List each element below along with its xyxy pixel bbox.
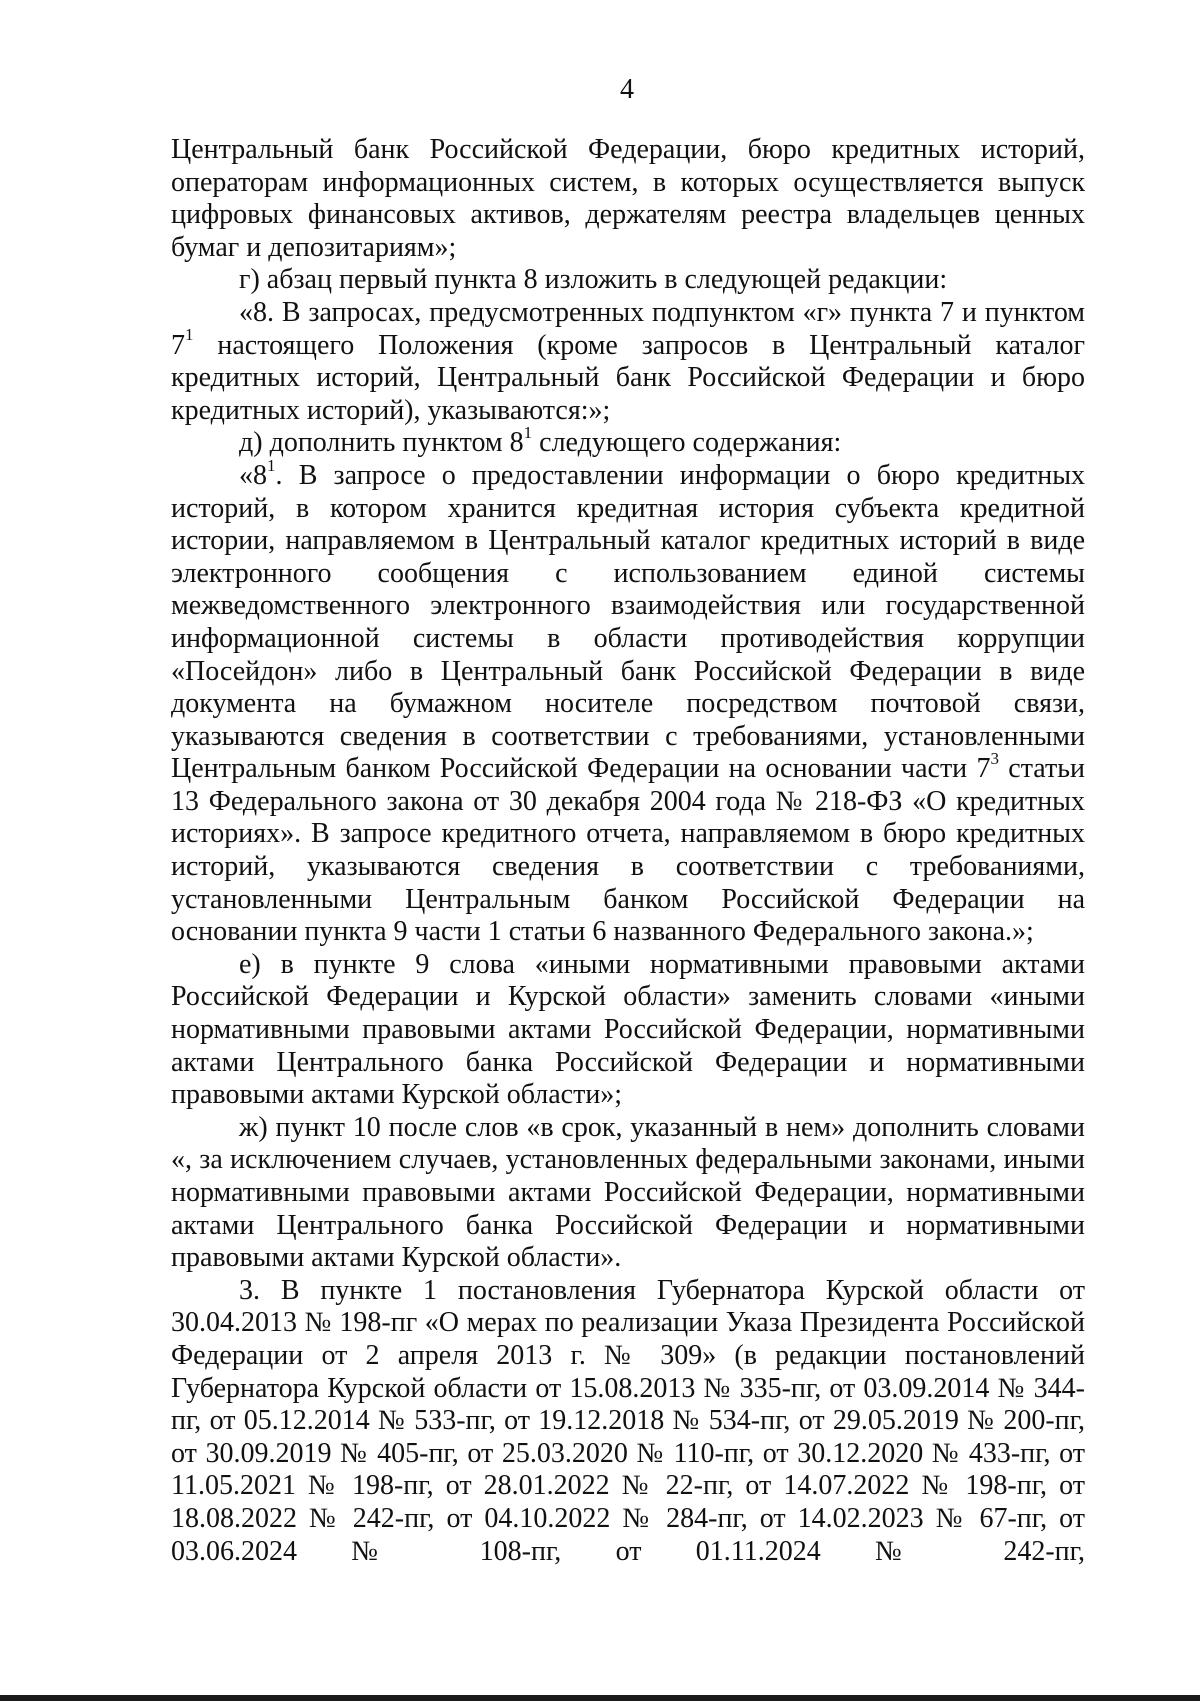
paragraph-point-8-text-1: «8. В запросах, предусмотренных подпунктом «г» пункта 7 и пунктом 7 — [171, 296, 1085, 361]
superscript: 3 — [990, 748, 999, 768]
paragraph-item-d-text-2: следующего содержания: — [532, 427, 842, 459]
paragraph-item-zh: ж) пункт 10 после слов «в срок, указанный в нем» дополнить словами «, за исключением случаев, установленных федеральными законами, иными нормативными правовыми актами Российской Федерации, нормативными актами Центрального банка Российской Федерации и нормативными правовыми актами Курской области». — [171, 1111, 1085, 1274]
paragraph-point-8-1-text-1: «8 — [239, 459, 267, 491]
superscript: 1 — [267, 455, 276, 475]
paragraph-item-d-text-1: д) дополнить пунктом 8 — [239, 427, 524, 459]
paragraph-item-d — [171, 423, 1085, 460]
superscript: 1 — [185, 325, 194, 345]
paragraph-continuation: Центральный банк Российской Федерации, бюро кредитных историй, операторам информационных систем, в которых осуществляется выпуск цифровых финансовых активов, держателям реестра владельцев ценных бумаг и депозитариям»; — [171, 134, 1085, 263]
paragraph-point-8 — [171, 297, 1085, 427]
paragraph-point-8-1-text-2: . В запросе о предоставлении информации о бюро кредитных историй, в котором хранится кредитная история субъекта кредитной истории, направляемом в Центральный каталог кредитных историй в виде электронного сообщения с использованием единой системы межведомственного электронного взаимодействия или государственной информационной системы в области противодействия коррупции «Посейдон» либо в Центральный банк Российской Федерации в виде документа на бумажном носителе посредством почтовой связи, указываются сведения в соответствии с требованиями, установленными Центральным банком Российской Федерации на основании части 7 — [171, 459, 1085, 785]
paragraph-item-g: г) абзац первый пункта 8 изложить в следующей редакции: — [239, 264, 948, 296]
document-body — [171, 134, 1085, 1568]
paragraph-point-8-text-2: настоящего Положения (кроме запросов в Центральный каталог кредитных историй, Центральный банк Российской Федерации и бюро кредитных историй), указываются:»; — [171, 329, 1085, 426]
scan-bottom-edge — [0, 1695, 1200, 1701]
paragraph-point-8-1-text-3: статьи 13 Федерального закона от 30 декабря 2004 года № 218-ФЗ «О кредитных историях». В запросе кредитного отчета, направляемом в бюро кредитных историй, указываются сведения в соответствии с требованиями, установленными Центральным банком Российской Федерации на основании пункта 9 части 1 статьи 6 названного Федерального закона.»; — [171, 753, 1085, 948]
superscript: 1 — [523, 423, 533, 443]
paragraph-point-8-1 — [171, 455, 1085, 949]
paragraph-section-3: 3. В пункте 1 постановления Губернатора Курской области от 30.04.2013 № 198-пг «О мерах по реализации Указа Президента Российской Федерации от 2 апреля 2013 г. № 309» (в редакции постановлений Губернатора Курской области от 15.08.2013 № 335-пг, от 03.09.2014 № 344-пг, от 05.12.2014 № 533-пг, от 19.12.2018 № 534-пг, от 29.05.2019 № 200-пг, от 30.09.2019 № 405-пг, от 25.03.2020 № 110-пг, от 30.12.2020 № 433-пг, от 11.05.2021 № 198-пг, от 28.01.2022 № 22-пг, от 14.07.2022 № 198-пг, от 18.08.2022 № 242-пг, от 04.10.2022 № 284-пг, от 14.02.2023 № 67-пг, от 03.06.2024 № 108-пг, от 01.11.2024 № 242-пг, — [171, 1274, 1085, 1567]
page-number: 4 — [620, 74, 634, 105]
paragraph-item-e: е) в пункте 9 слова «иными нормативными правовыми актами Российской Федерации и Курской области» заменить словами «иными нормативными правовыми актами Российской Федерации, нормативными актами Центрального банка Российской Федерации и нормативными правовыми актами Курской области»; — [171, 948, 1085, 1111]
